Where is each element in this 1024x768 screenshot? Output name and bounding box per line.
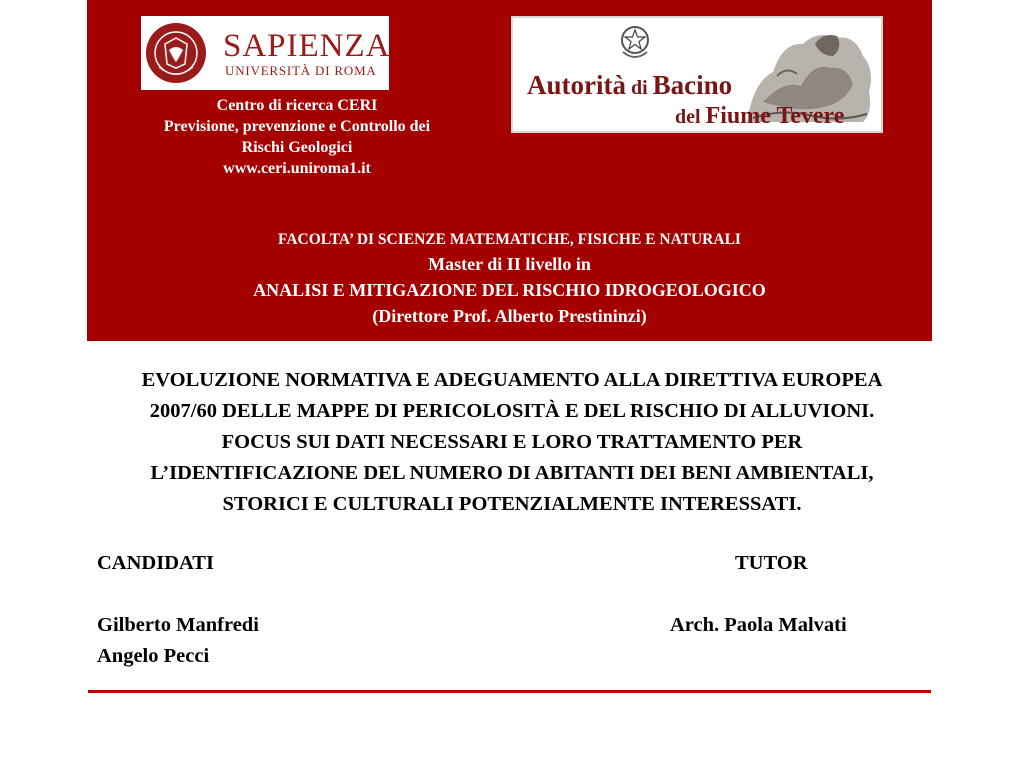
tevere-word-bacino: Bacino xyxy=(652,70,733,100)
faculty-info xyxy=(87,229,932,329)
tevere-line-2 xyxy=(675,104,844,128)
ceri-website: www.ceri.uniroma1.it xyxy=(223,160,371,177)
candidates-label: CANDIDATI xyxy=(97,552,214,574)
ceri-info xyxy=(127,95,467,179)
faculty-name: FACOLTA’ DI SCIENZE MATEMATICHE, FISICHE E NATURALI xyxy=(278,231,741,248)
master-name: ANALISI E MITIGAZIONE DEL RISCHIO IDROGEOLOGICO xyxy=(253,280,766,300)
title-line-3: FOCUS SUI DATI NECESSARI E LORO TRATTAMENTO PER xyxy=(221,431,803,453)
master-director: (Direttore Prof. Alberto Prestininzi) xyxy=(372,306,647,326)
ceri-line-2: Previsione, prevenzione e Controllo dei xyxy=(163,118,431,135)
sapienza-subtitle: UNIVERSITÀ DI ROMA xyxy=(225,63,377,78)
tevere-line-1 xyxy=(527,72,732,99)
title-line-5: STORICI E CULTURALI POTENZIALMENTE INTERESSATI. xyxy=(222,493,802,515)
thesis-title xyxy=(40,365,984,520)
sapienza-seal-icon xyxy=(145,22,207,84)
sapienza-name: SAPIENZA xyxy=(223,28,391,64)
candidate-name: Angelo Pecci xyxy=(97,645,210,667)
header-band xyxy=(87,0,932,341)
tevere-word-del: del xyxy=(675,106,706,128)
tevere-word-autorita: Autorità xyxy=(527,70,626,100)
tevere-word-fiume-tevere: Fiume Tevere xyxy=(705,103,845,129)
tutor-name: Arch. Paola Malvati xyxy=(670,614,847,636)
sapienza-logo xyxy=(141,16,389,90)
footer-divider xyxy=(88,690,931,693)
autorita-bacino-logo xyxy=(511,16,883,133)
candidate-name: Gilberto Manfredi xyxy=(97,614,259,636)
master-level: Master di II livello in xyxy=(428,254,591,274)
tevere-word-di: di xyxy=(625,77,653,99)
title-line-1: EVOLUZIONE NORMATIVA E ADEGUAMENTO ALLA DIRETTIVA EUROPEA xyxy=(141,369,883,391)
title-line-4: L’IDENTIFICAZIONE DEL NUMERO DI ABITANTI DEI BENI AMBIENTALI, xyxy=(150,462,874,484)
ceri-line-1: Centro di ricerca CERI xyxy=(216,97,378,114)
title-line-2: 2007/60 DELLE MAPPE DI PERICOLOSITÀ E DEL RISCHIO DI ALLUVIONI. xyxy=(149,400,875,422)
ceri-line-3: Rischi Geologici xyxy=(241,139,353,156)
tutor-label: TUTOR xyxy=(735,552,808,574)
italian-emblem-icon xyxy=(617,22,653,62)
